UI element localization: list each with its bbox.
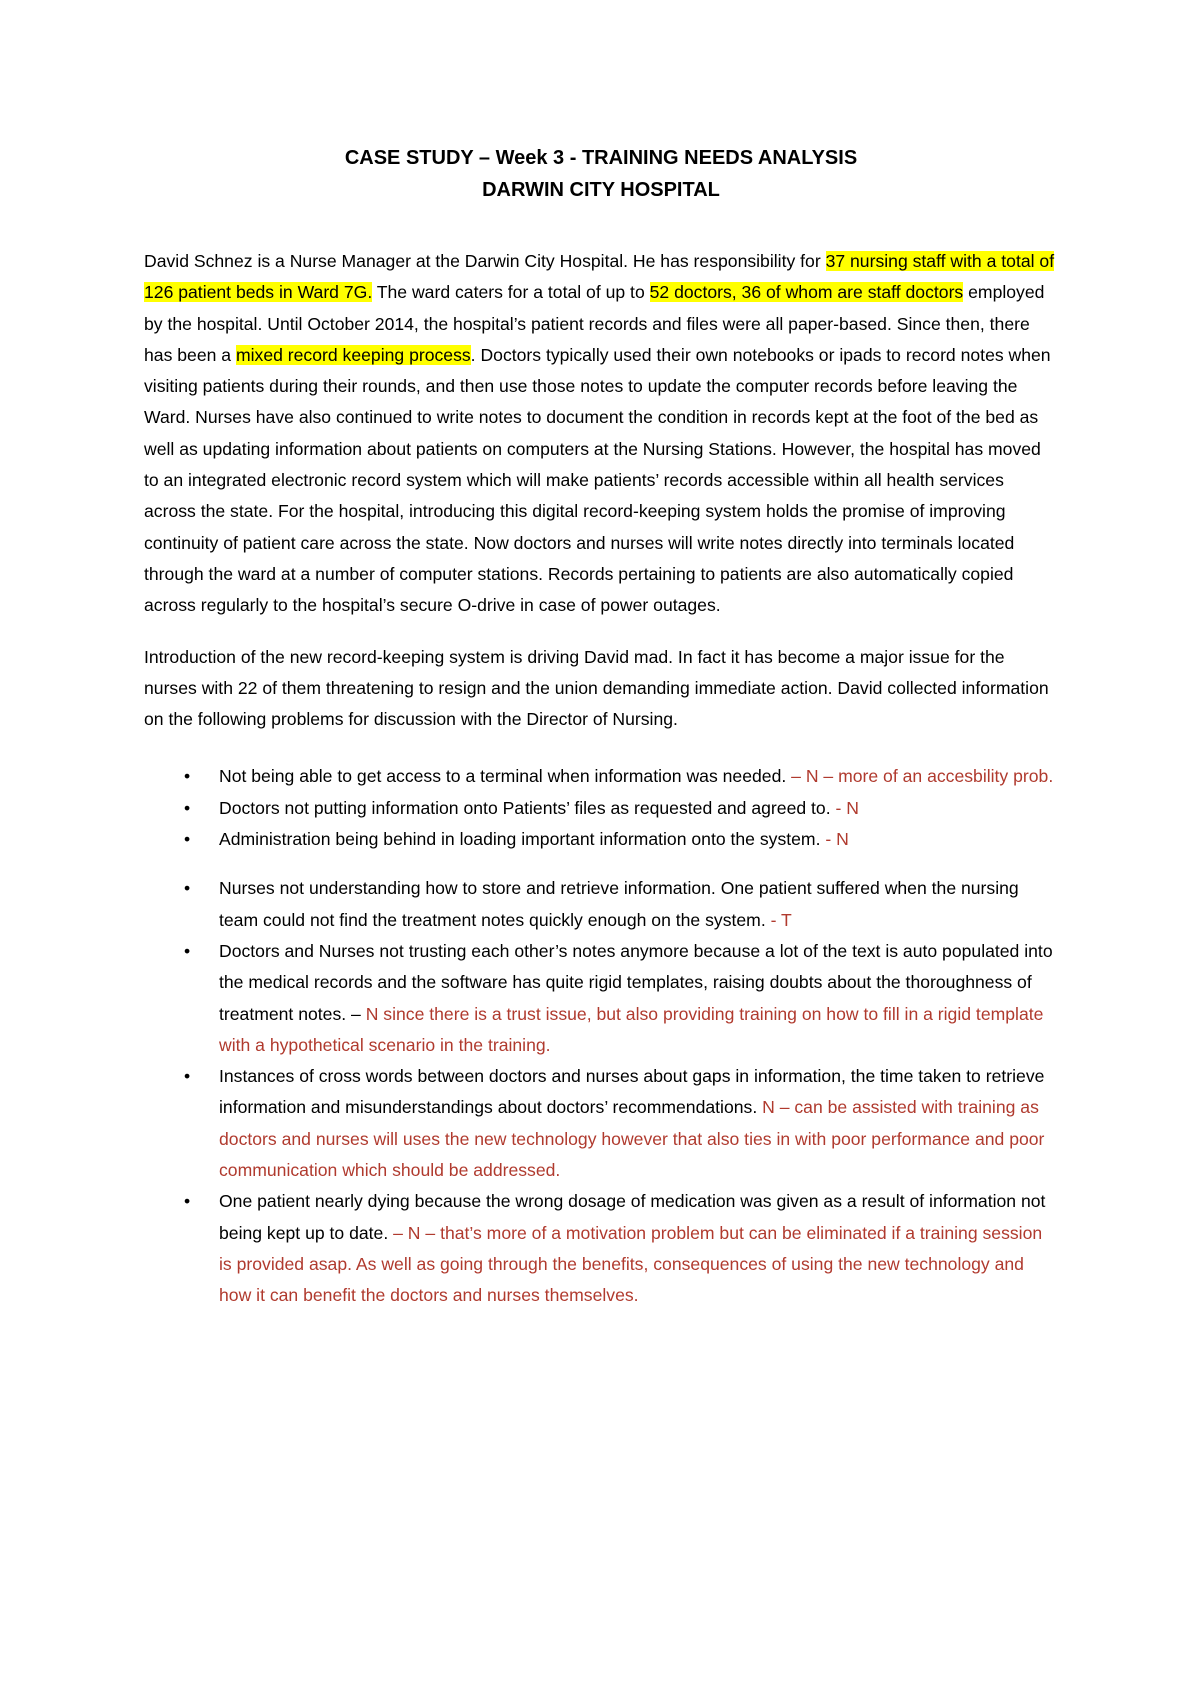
intro-paragraph (144, 246, 1058, 622)
problem-paragraph: Introduction of the new record-keeping system is driving David mad. In fact it has become a major issue for the nurses with 22 of them threatening to resign and the union demanding immediate action. David collected information on the following problems for discussion with the Director of Nursing. (144, 646, 1049, 730)
list-item-text: Nurses not understanding how to store and retrieve information. One patient suffered when the nursing team could not find the treatment notes quickly enough on the system. (219, 878, 1019, 930)
list-item-note: - N (835, 797, 859, 818)
list-item-note: - T (770, 909, 792, 930)
list-item (144, 1061, 1058, 1186)
list-item (144, 793, 1058, 824)
document-title: CASE STUDY – Week 3 - TRAINING NEEDS ANALYSIS (344, 147, 858, 169)
list-item-note: N – can be assisted with training as doctors and nurses will uses the new technology however that also ties in with poor performance and poor communication which should be addressed. (219, 1097, 1045, 1181)
bullet-icon: • (184, 829, 191, 850)
intro-text-3: employed by the hospital. Until October 2014, the hospital’s patient records and files were all paper-based. Since then, there has been a (144, 282, 1045, 365)
intro-text-2: The ward caters for a total of up to (372, 282, 650, 303)
list-item-text: Not being able to get access to a terminal when information was needed. (219, 766, 792, 787)
list-item-text: Instances of cross words between doctors and nurses about gaps in information, the time taken to retrieve information and misunderstandings about doctors’ recommendations. (219, 1066, 1045, 1118)
intro-text-4: . Doctors typically used their own notebooks or ipads to record notes when visiting patients during their rounds, and then use those notes to update the computer records before leaving the Ward. Nurses have also continued to write notes to document the condition in records kept at the foot of the bed as well as updating information about patients on computers at the Nursing Stations. However, the hospital has moved to an integrated electronic record system which will make patients’ records accessible within all health services across the state. For the hospital, introducing this digital record-keeping system holds the promise of improving continuity of patient care across the state. Now doctors and nurses will write notes directly into terminals located through the ward at a number of computer stations. Records pertaining to patients are also automatically copied across regularly to the hospital’s secure O-drive in case of power outages. (144, 344, 1051, 616)
list-item-text: Administration being behind in loading important information onto the system. (219, 829, 826, 850)
list-item-note: - N (825, 829, 849, 850)
list-item-note: N since there is a trust issue, but also providing training on how to fill in a rigid template with a hypothetical scenario in the training. (219, 1003, 1044, 1055)
list-item-text: Doctors and Nurses not trusting each other’s notes anymore because a lot of the text is auto populated into the medical records and the software has quite rigid templates, raising doubts about the thoroughness of treatment notes. – (219, 940, 1053, 1024)
bullet-icon: • (184, 940, 191, 961)
bullet-icon: • (184, 878, 191, 899)
bullet-icon: • (184, 1066, 191, 1087)
highlight-mixed-record: mixed record keeping process (235, 344, 471, 365)
title-block (144, 142, 1058, 206)
list-item-text: One patient nearly dying because the wrong dosage of medication was given as a result of information not being kept up to date. (219, 1191, 1046, 1243)
list-item (144, 873, 1058, 936)
list-item-note: – N – more of an accesbility prob. (791, 766, 1054, 787)
document-subtitle: DARWIN CITY HOSPITAL (482, 179, 720, 201)
list-item (144, 1186, 1058, 1311)
list-item-text: Doctors not putting information onto Patients’ files as requested and agreed to. (219, 797, 836, 818)
list-item (144, 761, 1058, 792)
list-item (144, 824, 1058, 855)
highlight-nursing-staff: 37 nursing staff with a total of 126 patient beds in Ward 7G. (144, 251, 1055, 303)
list-item (144, 936, 1058, 1061)
bullet-icon: • (184, 766, 191, 787)
problem-list (144, 761, 1058, 1311)
highlight-doctors: 52 doctors, 36 of whom are staff doctors (649, 282, 964, 303)
list-item-note: – N – that’s more of a motivation problem but can be eliminated if a training session is provided asap. As well as going through the benefits, consequences of using the new technology and how it can benefit the doctors and nurses themselves. (219, 1222, 1043, 1306)
bullet-icon: • (184, 1191, 191, 1212)
intro-text-1: David Schnez is a Nurse Manager at the Darwin City Hospital. He has responsibility for (144, 251, 826, 271)
bullet-icon: • (184, 797, 191, 818)
